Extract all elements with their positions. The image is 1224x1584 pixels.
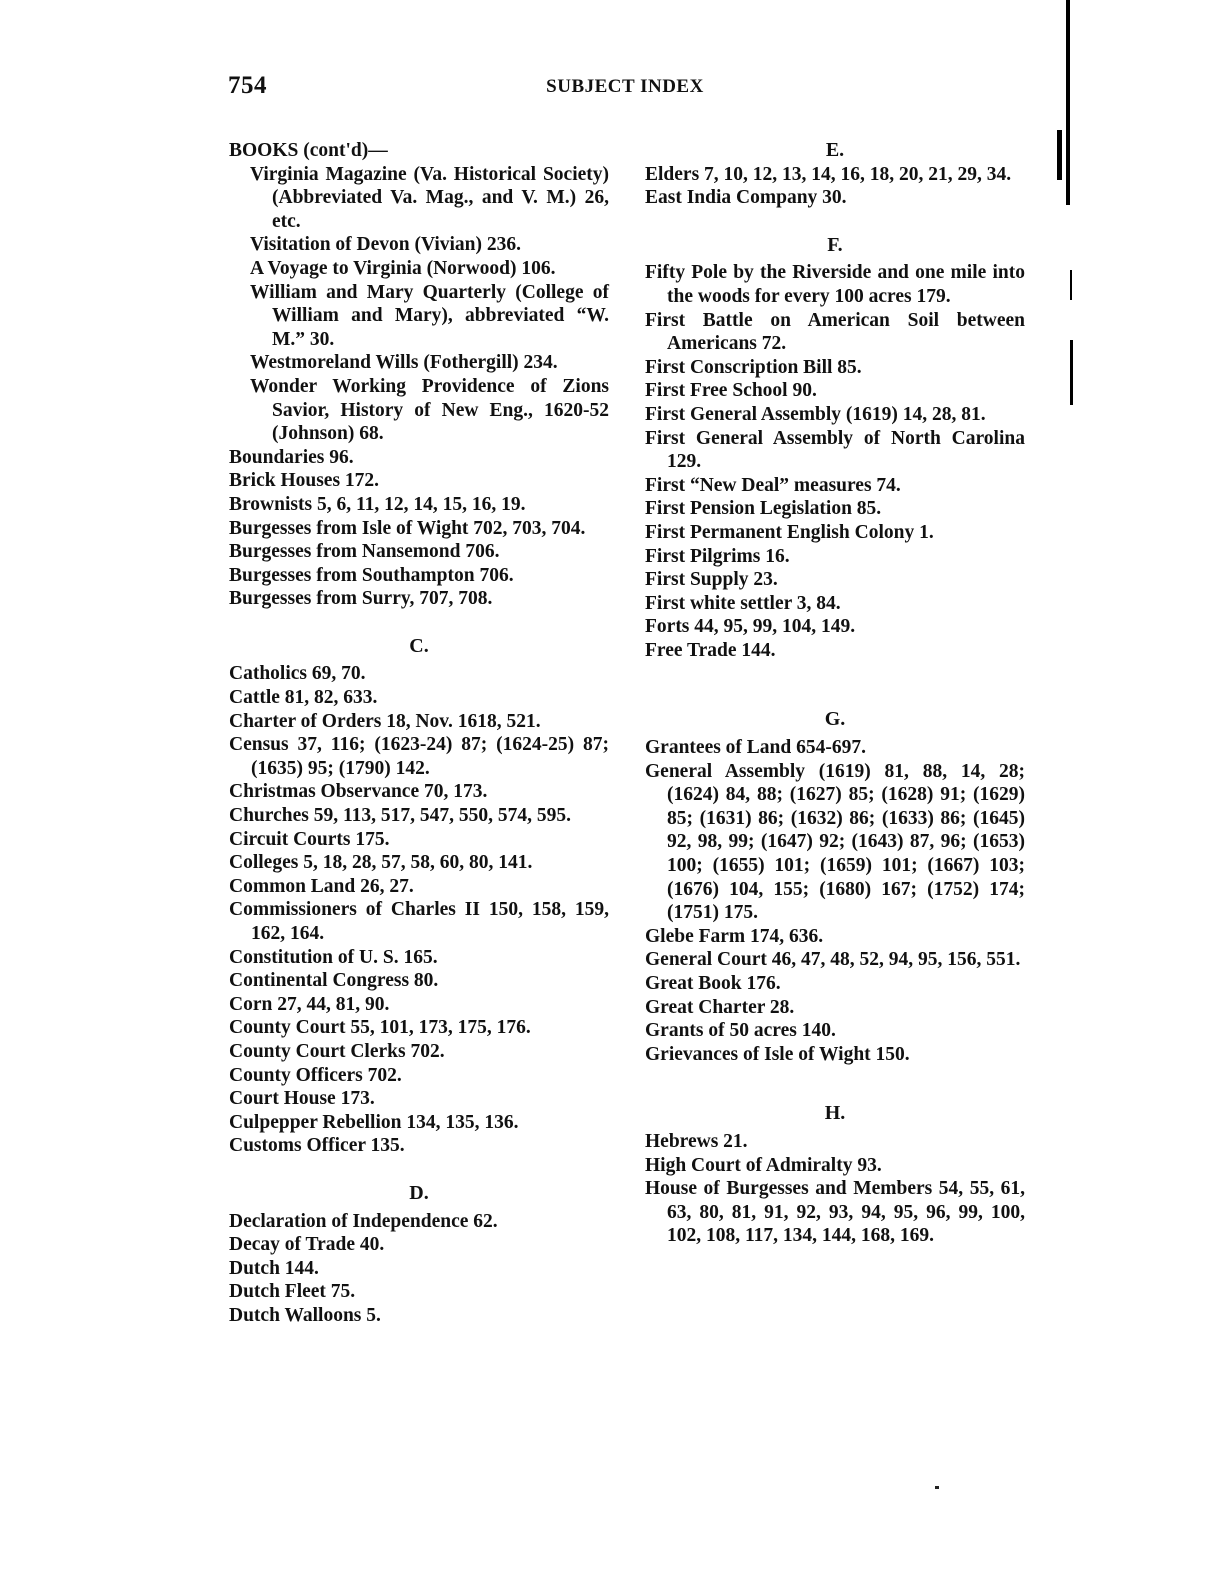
index-entry: Christmas Observance 70, 173.	[229, 781, 488, 803]
index-entry: Dutch Walloons 5.	[229, 1304, 381, 1326]
section-letter-f: F.	[827, 233, 843, 256]
index-entry: Burgesses from Surry, 707, 708.	[229, 588, 493, 610]
index-entry: First Free School 90.	[645, 380, 817, 402]
index-entry: Constitution of U. S. 165.	[229, 946, 438, 968]
index-entry: First Supply 23.	[645, 569, 778, 591]
scan-artifact-edge	[1070, 340, 1073, 405]
running-head-title: SUBJECT INDEX	[546, 76, 704, 97]
index-entry: Burgesses from Nansemond 706.	[229, 541, 500, 563]
index-entry: Colleges 5, 18, 28, 57, 58, 60, 80, 141.	[229, 852, 533, 874]
index-entry: Glebe Farm 174, 636.	[645, 925, 824, 947]
index-entry: Burgesses from Isle of Wight 702, 703, 704.	[229, 517, 586, 539]
index-entry: Charter of Orders 18, Nov. 1618, 521.	[229, 710, 541, 732]
index-entry: Declaration of Independence 62.	[229, 1210, 498, 1232]
index-entry: High Court of Admiralty 93.	[645, 1154, 882, 1176]
index-entry: Dutch 144.	[229, 1257, 319, 1279]
scan-artifact-edge	[1066, 0, 1070, 205]
section-letter-c: C.	[409, 634, 429, 657]
index-entry: First Permanent English Colony 1.	[645, 521, 934, 543]
index-entry: General Court 46, 47, 48, 52, 94, 95, 156, 551.	[645, 949, 1021, 971]
index-entry: First Pilgrims 16.	[645, 545, 790, 567]
index-entry: Customs Officer 135.	[229, 1135, 405, 1157]
index-entry: Dutch Fleet 75.	[229, 1281, 356, 1303]
page-number: 754	[228, 72, 267, 99]
index-entry: Grantees of Land 654-697.	[645, 737, 866, 759]
index-entry: Commissioners of Charles II 150, 158, 159, 162, 164.	[229, 899, 609, 944]
index-entry: Brick Houses 172.	[229, 470, 380, 492]
index-entry: County Officers 702.	[229, 1064, 402, 1086]
index-entry: Free Trade 144.	[645, 639, 776, 661]
index-entry: House of Burgesses and Members 54, 55, 61, 63, 80, 81, 91, 92, 93, 94, 95, 96, 99, 100, 102, 108, 117, 134, 144, 168, 169.	[645, 1178, 1025, 1247]
index-subentry: A Voyage to Virginia (Norwood) 106.	[250, 257, 556, 279]
index-entry: Grievances of Isle of Wight 150.	[645, 1043, 910, 1065]
section-letter-e: E.	[825, 139, 845, 161]
index-entry: General Assembly (1619) 81, 88, 14, 28; (1624) 84, 88; (1627) 85; (1628) 91; (1629) 85; (1631) 86; (1632) 86; (1633) 86; (1645) 92, 98, 99; (1647) 92; (1643) 87, 96; (1653) 100; (1655) 101; (1659) 101; (1667) 103; (1676) 104, 155; (1680) 167; (1752) 174; (1751) 175.	[645, 760, 1025, 924]
index-entry: First Pension Legislation 85.	[645, 498, 882, 520]
index-entry: Elders 7, 10, 12, 13, 14, 16, 18, 20, 21, 29, 34.	[645, 163, 1012, 185]
index-entry: Court House 173.	[229, 1088, 375, 1110]
index-entry: Census 37, 116; (1623-24) 87; (1624-25) 87; (1635) 95; (1790) 142.	[229, 734, 609, 779]
index-subentry: Visitation of Devon (Vivian) 236.	[250, 234, 522, 256]
scan-artifact-edge	[1057, 130, 1062, 180]
index-entry: Grants of 50 acres 140.	[645, 1020, 836, 1042]
index-subentry: Westmoreland Wills (Fothergill) 234.	[250, 352, 558, 374]
index-entry: Culpepper Rebellion 134, 135, 136.	[229, 1111, 519, 1133]
index-entry: Burgesses from Southampton 706.	[229, 564, 514, 586]
index-entry: County Court Clerks 702.	[229, 1040, 445, 1062]
index-entry: Boundaries 96.	[229, 446, 354, 468]
index-entry: Hebrews 21.	[645, 1130, 748, 1152]
index-subentry: Wonder Working Providence of Zions Savior, History of New Eng., 1620-52 (Johnson) 68.	[250, 375, 609, 445]
index-entry: Cattle 81, 82, 633.	[229, 687, 378, 709]
index-entry: Great Book 176.	[645, 973, 781, 994]
index-entry: First General Assembly (1619) 14, 28, 81.	[645, 403, 986, 425]
index-entry: Churches 59, 113, 517, 547, 550, 574, 595.	[229, 805, 571, 827]
index-entry: First General Assembly of North Carolina 129.	[645, 427, 1025, 473]
index-subentry: Virginia Magazine (Va. Historical Society) (Abbreviated Va. Mag., and V. M.) 26, etc.	[250, 163, 609, 232]
index-entry: Circuit Courts 175.	[229, 828, 390, 850]
index-entry: Catholics 69, 70.	[229, 663, 366, 685]
index-subentry: William and Mary Quarterly (College of William and Mary), abbreviated “W. M.” 30.	[250, 281, 609, 350]
section-letter-d: D.	[409, 1181, 429, 1204]
index-entry: First “New Deal” measures 74.	[645, 474, 901, 496]
index-entry: County Court 55, 101, 173, 175, 176.	[229, 1017, 531, 1039]
running-head	[0, 76, 1224, 98]
index-entry: Continental Congress 80.	[229, 970, 439, 992]
index-entry: Great Charter 28.	[645, 996, 795, 1018]
index-entry: First Conscription Bill 85.	[645, 356, 862, 378]
index-entry: Decay of Trade 40.	[229, 1234, 385, 1256]
index-entry: Brownists 5, 6, 11, 12, 14, 15, 16, 19.	[229, 493, 526, 515]
index-entry: Fifty Pole by the Riverside and one mile into the woods for every 100 acres 179.	[645, 262, 1025, 307]
index-entry: Forts 44, 95, 99, 104, 149.	[645, 616, 856, 638]
index-column-left	[229, 139, 609, 1328]
section-letter-h: H.	[824, 1102, 846, 1125]
index-column-right	[645, 139, 1025, 1248]
section-letter-g: G.	[824, 708, 846, 731]
index-entry: East India Company 30.	[645, 187, 847, 209]
scan-artifact-edge	[1070, 270, 1072, 300]
index-entry: First Battle on American Soil between Americans 72.	[645, 309, 1025, 355]
continued-heading-books: BOOKS (cont'd)—	[229, 140, 388, 161]
scan-speck	[935, 1486, 939, 1489]
index-entry: Common Land 26, 27.	[229, 875, 414, 897]
index-entry: Corn 27, 44, 81, 90.	[229, 993, 390, 1015]
index-entry: First white settler 3, 84.	[645, 592, 841, 614]
